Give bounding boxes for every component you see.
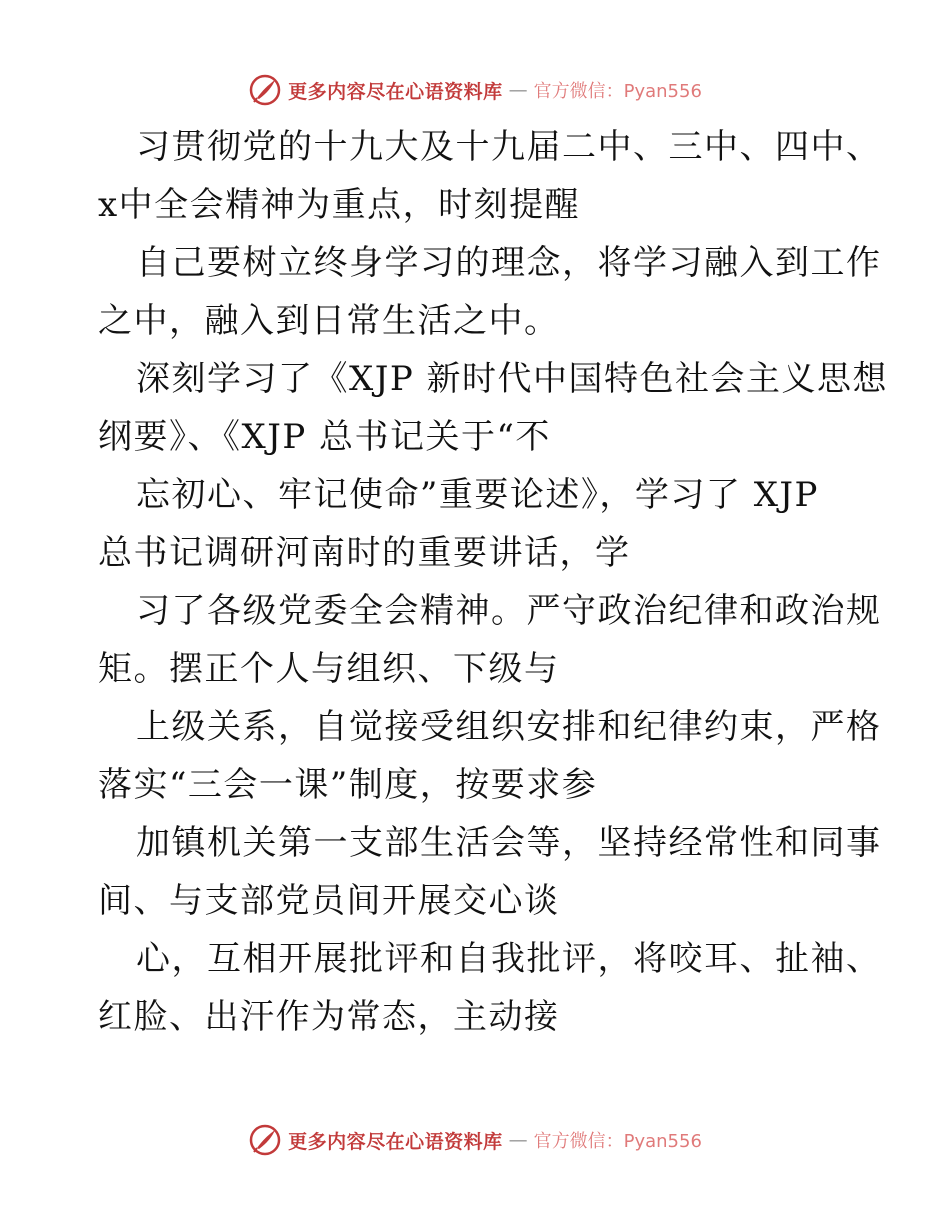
paragraph [98,698,882,814]
footer-banner-text: 更多内容尽在心语资料库 [288,1130,503,1153]
paragraph [98,814,882,930]
paragraph [98,118,882,234]
text-line: 之中，融入到日常生活之中。 [98,301,560,341]
paragraph [98,582,882,698]
paragraph [98,350,889,466]
feather-pen-logo-icon [248,1123,282,1157]
text-line: 间、与支部党员间开展交心谈 [98,881,560,921]
text-line: 忘初心、牢记使命”重要论述》，学习了 XJP [136,475,819,515]
header-banner [0,70,950,110]
paragraph [98,234,882,350]
text-line: 加镇机关第一支部生活会等，坚持经常性和同事 [136,823,882,863]
paragraph [98,930,882,1046]
footer-banner [0,1120,950,1160]
header-banner-text: 更多内容尽在心语资料库 [288,80,503,103]
text-line: 红脸、出汗作为常态，主动接 [98,997,560,1037]
paragraph [98,466,858,582]
text-line: 深刻学习了《XJP 新时代中国特色社会主义思想 [136,359,889,399]
footer-banner-separator: — [508,1129,528,1151]
text-line: 习了各级党委全会精神。严守政治纪律和政治规 [136,591,882,631]
text-line: x中全会精神为重点，时刻提醒 [98,185,581,225]
text-line: 落实“三会一课”制度，按要求参 [98,765,598,805]
header-banner-separator: — [508,79,528,101]
feather-pen-logo-icon [248,73,282,107]
text-line: 纲要》、《XJP 总书记关于“不 [98,417,551,457]
text-line: 矩。摆正个人与组织、下级与 [98,649,560,689]
document-body [98,118,889,1046]
footer-banner-wechat: 官方微信：Pyan556 [533,1131,702,1152]
header-banner-wechat: 官方微信：Pyan556 [533,81,702,102]
text-line: 自己要树立终身学习的理念，将学习融入到工作 [136,243,882,283]
text-line: 总书记调研河南时的重要讲话，学 [98,533,631,573]
text-line: 上级关系，自觉接受组织安排和纪律约束，严格 [136,707,882,747]
text-line: 习贯彻党的十九大及十九届二中、三中、四中、 [136,127,882,167]
text-line: 心，互相开展批评和自我批评，将咬耳、扯袖、 [136,939,882,979]
